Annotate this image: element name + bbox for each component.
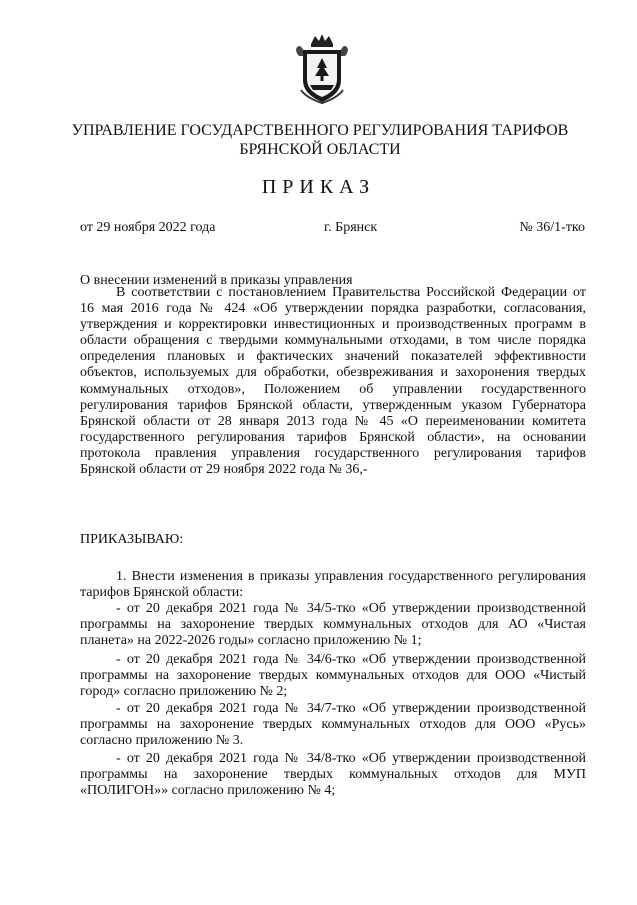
coat-of-arms-emblem <box>293 32 351 104</box>
document-type-title: ПРИКАЗ <box>261 176 376 198</box>
order-city: г. Брянск <box>324 220 378 235</box>
agency-name-line-2: БРЯНСКОЙ ОБЛАСТИ <box>239 141 401 158</box>
intro-paragraph: В соответствии с постановлением Правительства Российской Федерации от 16 мая 2016 года № 424 «Об утверждении порядка разработки, согласования, утверждения и корректировки инвестиционных и производственных программ в области обращения с твердыми коммунальными отходами, в том числе порядка определения плановых и фактических значений показателей эффективности объектов, используемых для обработки, обезвреживания и захоронения твердых коммунальных отходов», Положением об управлении государственного регулирования тарифов Брянской области, утвержденным указом Губернатора Брянской области от 28 января 2013 года № 45 «О переименовании комитета государственного регулирования тарифов Брянской области», на основании протокола правления управления государственного регулирования тарифов Брянской области от 29 ноября 2022 года № 36,- <box>80 285 586 478</box>
order-subject: О внесении изменений в приказы управления <box>80 273 353 288</box>
agency-name-line-1: УПРАВЛЕНИЕ ГОСУДАРСТВЕННОГО РЕГУЛИРОВАНИЯ ТАРИФОВ <box>71 122 569 139</box>
order-number: № 36/1-тко <box>519 220 585 235</box>
subitem-4: - от 20 декабря 2021 года № 34/8-тко «Об утверждении производственной программы на захоронение твердых коммунальных отходов для МУП «ПОЛИГОН»» согласно приложению № 4; <box>80 751 586 799</box>
subitem-3: - от 20 декабря 2021 года № 34/7-тко «Об утверждении производственной программы на захоронение твердых коммунальных отходов для ООО «Русь» согласно приложению № 3. <box>80 701 586 749</box>
subitem-2: - от 20 декабря 2021 года № 34/6-тко «Об утверждении производственной программы на захоронение твердых коммунальных отходов для ООО «Чистый город» согласно приложению № 2; <box>80 652 586 700</box>
item-1-text: 1. Внести изменения в приказы управления государственного регулирования тарифов Брянской области: <box>80 569 586 601</box>
order-date: от 29 ноября 2022 года <box>80 220 216 235</box>
decree-word: ПРИКАЗЫВАЮ: <box>80 532 184 547</box>
subitem-1: - от 20 декабря 2021 года № 34/5-тко «Об утверждении производственной программы на захоронение твердых коммунальных отходов для АО «Чистая планета» на 2022-2026 годы» согласно приложению № 1; <box>80 601 586 649</box>
